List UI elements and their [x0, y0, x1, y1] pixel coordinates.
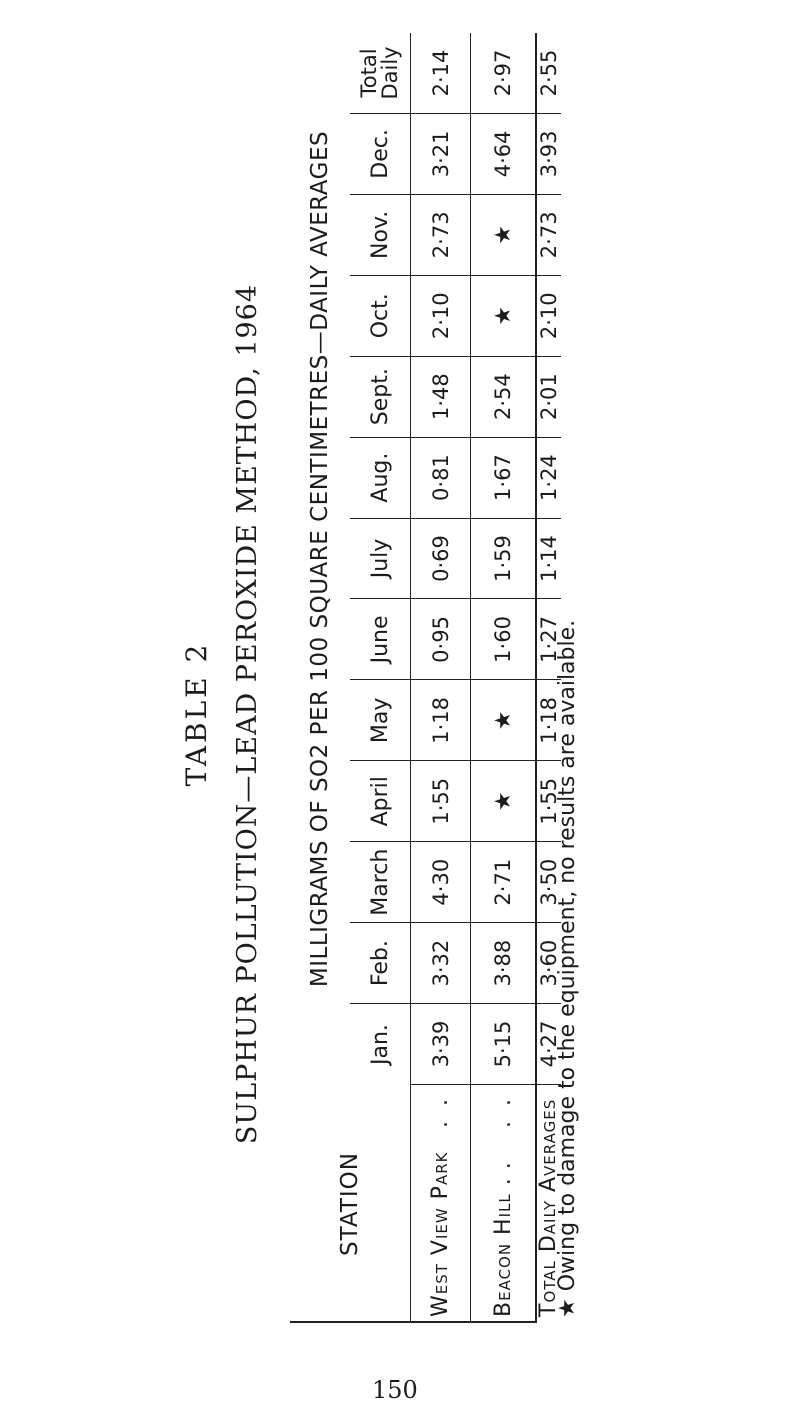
- no-result-star: ★: [470, 680, 535, 761]
- column-header: May: [350, 680, 410, 761]
- column-header: Oct.: [350, 276, 410, 357]
- table-cell: 3·88: [470, 923, 535, 1004]
- table-cell: 1·67: [470, 438, 535, 519]
- table-cell: 1·14: [535, 519, 561, 600]
- column-header: June: [350, 599, 410, 680]
- table-cell: 3·39: [410, 1004, 470, 1085]
- table-cell: 1·27: [535, 599, 561, 680]
- left-rule: [290, 1321, 535, 1323]
- table-cell: 2·97: [470, 33, 535, 114]
- table-cell: 3·32: [410, 923, 470, 1004]
- table-cell: 2·01: [535, 357, 561, 438]
- table-cell: 2·10: [535, 276, 561, 357]
- column-header: March: [350, 842, 410, 923]
- station-label: Total Daily Averages: [536, 1098, 561, 1317]
- column-header: [350, 33, 410, 114]
- table-cell: 1·18: [535, 680, 561, 761]
- no-result-star: ★: [470, 276, 535, 357]
- no-result-star: ★: [470, 195, 535, 276]
- table-cell: 2·10: [410, 276, 470, 357]
- table-cell: 0·81: [410, 438, 470, 519]
- table-cell: 0·95: [410, 599, 470, 680]
- column-header: April: [350, 761, 410, 842]
- column-header: Jan.: [367, 1024, 393, 1065]
- table-label: TABLE 2: [180, 641, 213, 787]
- column-header: Nov.: [350, 195, 410, 276]
- table-caption: MILLIGRAMS OF SO2 PER 100 SQUARE CENTIMETRES—DAILY AVERAGES: [307, 130, 333, 988]
- table-cell: 1·59: [470, 519, 535, 600]
- column-header: Aug.: [350, 438, 410, 519]
- table-cell: 1·55: [535, 761, 561, 842]
- table-cell: 2·73: [410, 195, 470, 276]
- table-cell: 1·18: [410, 680, 470, 761]
- table-cell: 3·93: [535, 114, 561, 195]
- leader-dots: . .: [490, 1095, 516, 1128]
- table-cell: 2·55: [535, 33, 561, 114]
- column-header: Sept.: [350, 357, 410, 438]
- no-result-star: ★: [470, 761, 535, 842]
- column-header: July: [350, 519, 410, 600]
- station-label: Beacon Hill . .: [490, 1161, 516, 1317]
- data-table: [290, 33, 561, 1323]
- table-cell: 1·48: [410, 357, 470, 438]
- table-cell: 4·30: [410, 842, 470, 923]
- table-cell: 2·14: [410, 33, 470, 114]
- table-cell: 1·24: [535, 438, 561, 519]
- total-header-line: Daily: [378, 46, 402, 100]
- table-cell: 0·69: [410, 519, 470, 600]
- table-cell: 1·60: [470, 599, 535, 680]
- page-number: 150: [372, 1376, 418, 1404]
- table-cell: 3·50: [535, 842, 561, 923]
- table-cell: 3·60: [535, 923, 561, 1004]
- leader-dots: . .: [428, 1095, 453, 1128]
- station-header: STATION: [337, 1152, 363, 1256]
- table-cell: 4·27: [535, 1004, 561, 1085]
- column-header: Feb.: [350, 923, 410, 1004]
- table-cell: 2·71: [470, 842, 535, 923]
- table-cell: 2·73: [535, 195, 561, 276]
- station-name: [410, 1085, 470, 1323]
- total-header-line: Total: [357, 48, 381, 98]
- table-cell: 3·21: [410, 114, 470, 195]
- table-cell: 2·54: [470, 357, 535, 438]
- bottom-rule: [535, 33, 537, 1323]
- table-cell: 4·64: [470, 114, 535, 195]
- station-label: West View Park: [428, 1151, 453, 1317]
- table-title: SULPHUR POLLUTION—LEAD PEROXIDE METHOD, 1964: [232, 283, 263, 1145]
- footnote: ★ Owing to damage to the equipment, no results are available.: [555, 619, 580, 1318]
- station-name: [470, 1085, 535, 1323]
- table-cell: 1·55: [410, 761, 470, 842]
- column-header: Dec.: [350, 114, 410, 195]
- table-cell: 5·15: [470, 1004, 535, 1085]
